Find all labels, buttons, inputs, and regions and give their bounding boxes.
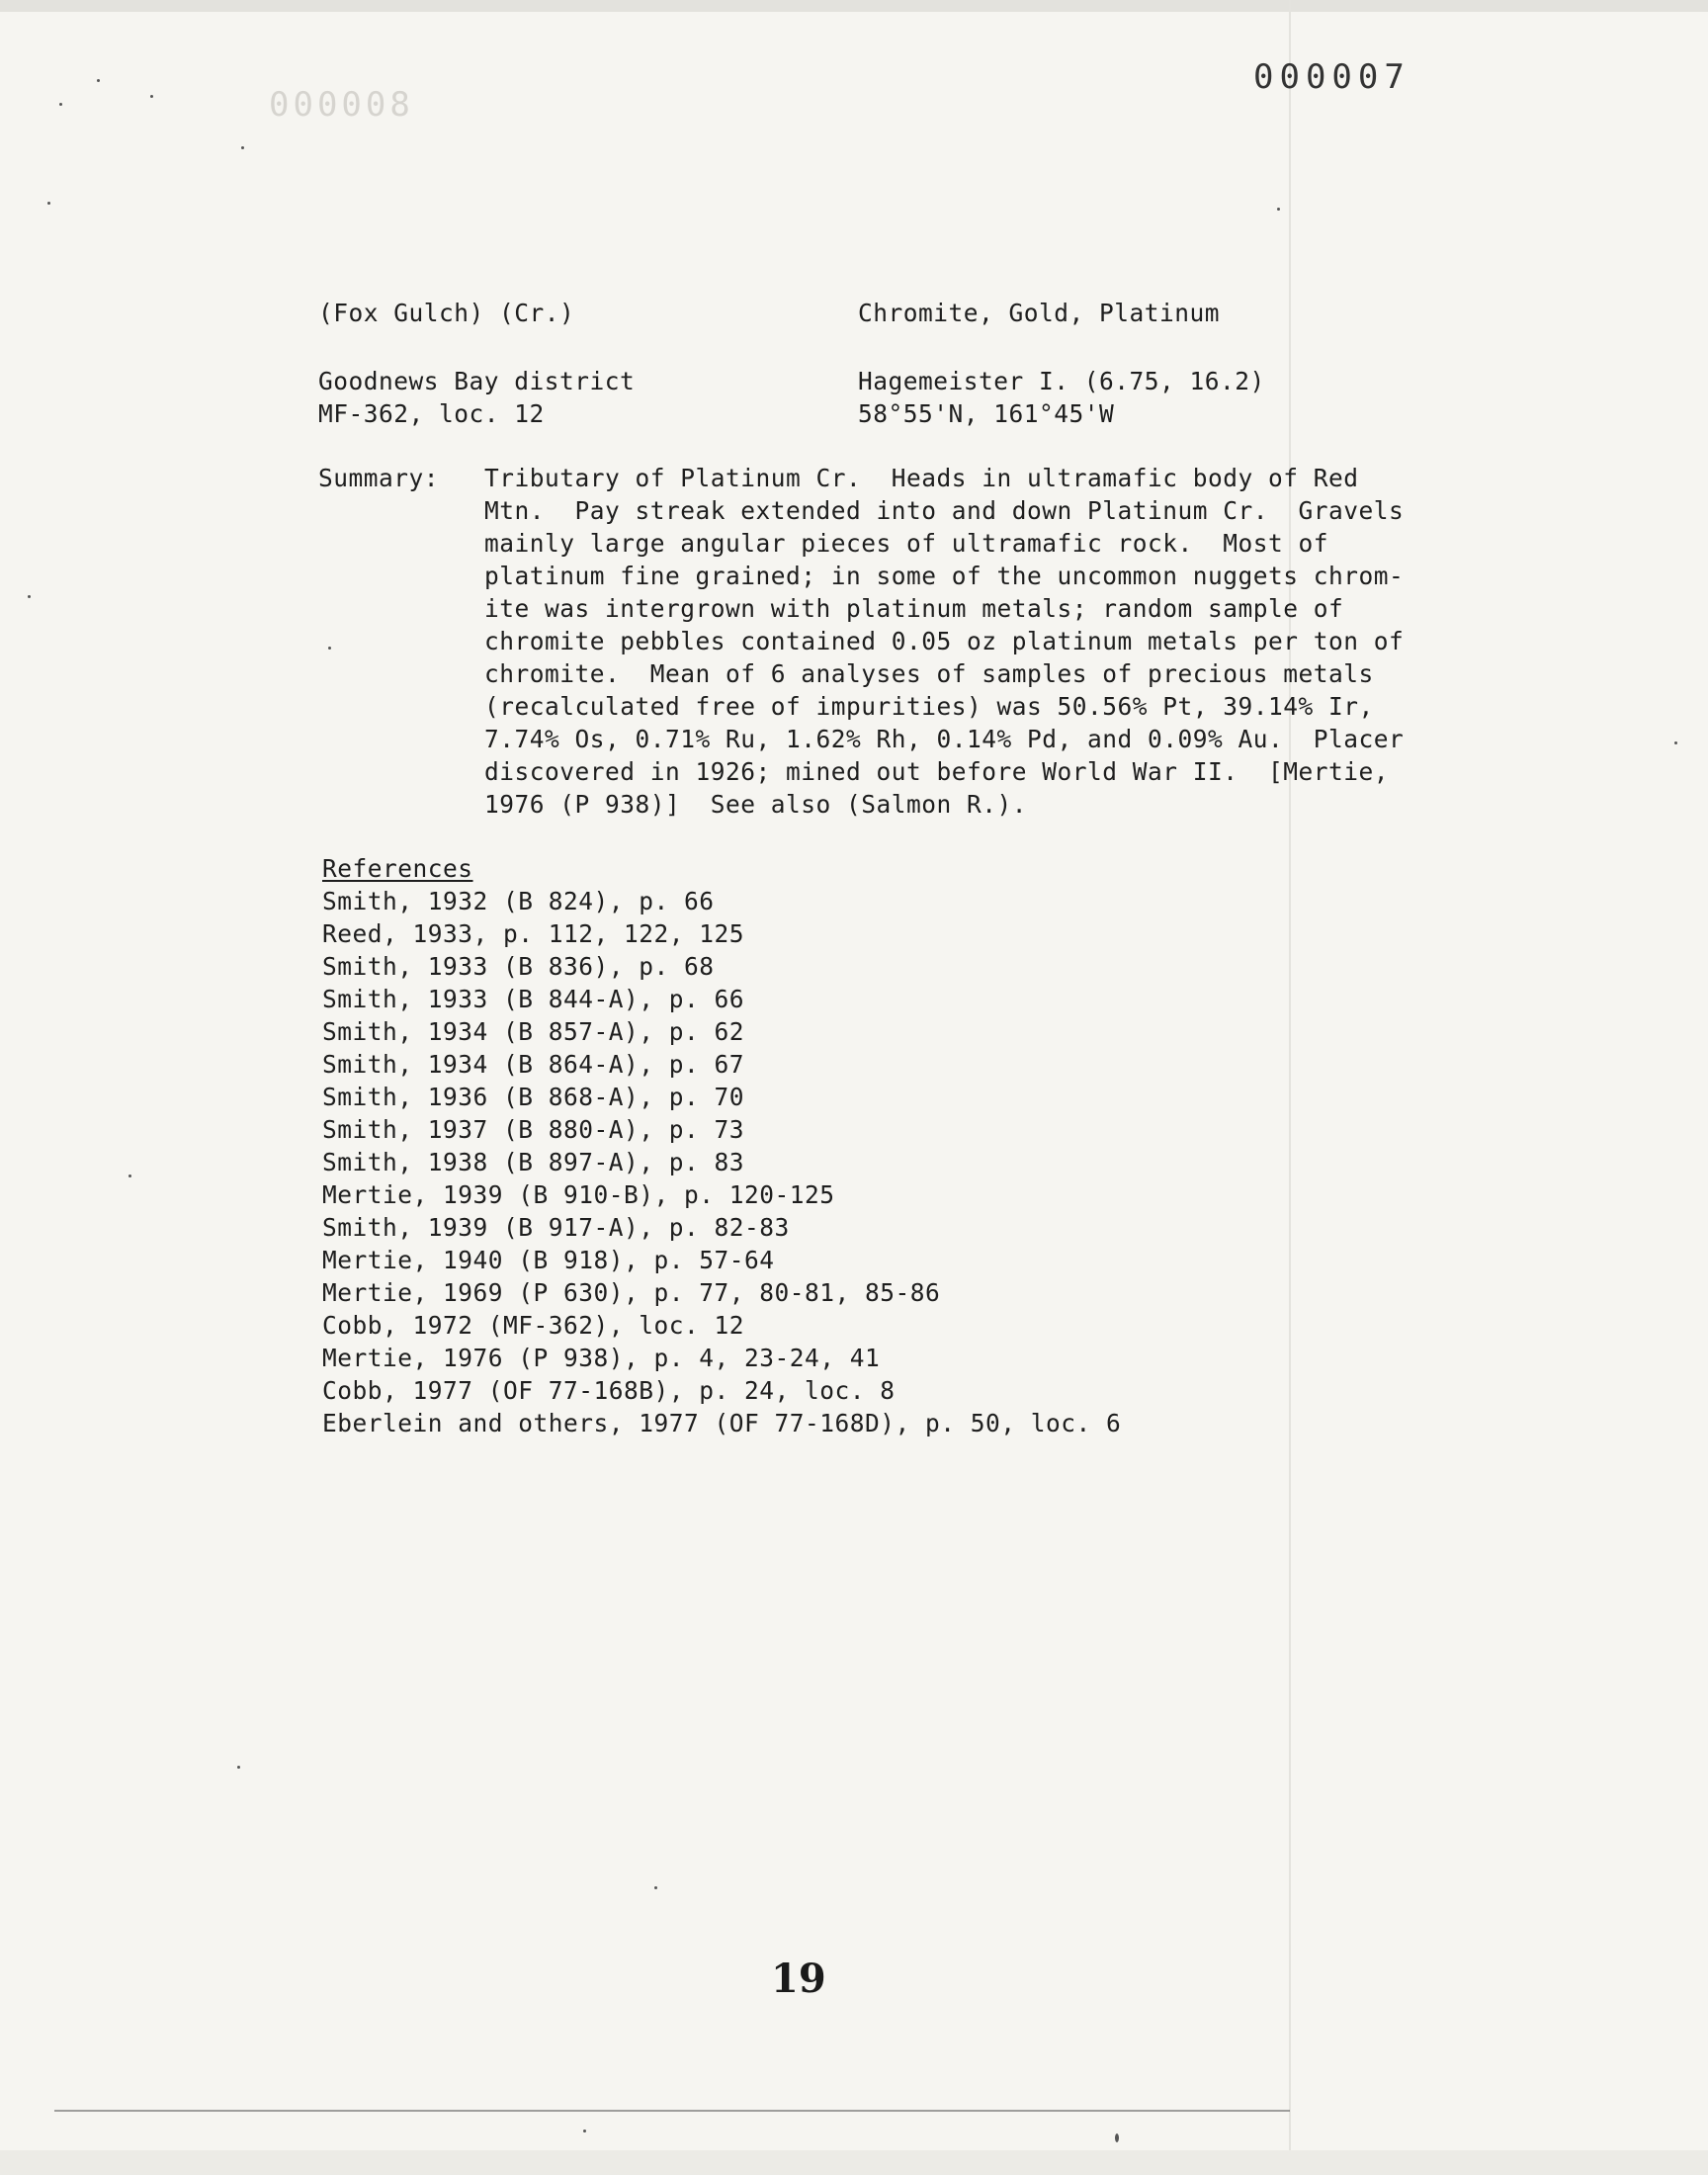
summary-line: mainly large angular pieces of ultramafic rock. Most of: [484, 529, 1329, 558]
district: Goodnews Bay district: [318, 367, 636, 395]
reference-item: Mertie, 1969 (P 630), p. 77, 80-81, 85-86: [322, 1278, 941, 1307]
scan-crease: [1289, 0, 1291, 2175]
deposit-name: (Fox Gulch) (Cr.): [318, 299, 575, 327]
document-number: 000007: [1253, 57, 1410, 97]
scan-speck: [1115, 2133, 1119, 2142]
commodities: Chromite, Gold, Platinum: [858, 299, 1221, 327]
summary-line: chromite. Mean of 6 analyses of samples of precious metals: [484, 659, 1374, 688]
scan-speck: [47, 202, 50, 205]
summary-line: discovered in 1926; mined out before World War II. [Mertie,: [484, 757, 1390, 786]
references-heading: References: [322, 854, 473, 883]
reference-item: Smith, 1933 (B 844-A), p. 66: [322, 985, 745, 1013]
reference-item: Smith, 1933 (B 836), p. 68: [322, 952, 715, 981]
summary-line: platinum fine grained; in some of the uncommon nuggets chrom-: [484, 562, 1405, 590]
faint-bleedthrough-number: 000008: [269, 85, 414, 125]
summary-text: [484, 462, 1493, 821]
scan-speck: [28, 595, 31, 598]
reference-item: Mertie, 1940 (B 918), p. 57-64: [322, 1246, 775, 1274]
reference-item: Smith, 1937 (B 880-A), p. 73: [322, 1115, 745, 1144]
scan-edge-bottom: [0, 2150, 1708, 2175]
reference-item: Smith, 1934 (B 857-A), p. 62: [322, 1017, 745, 1046]
summary-label: Summary:: [318, 464, 440, 492]
scan-edge-top: [0, 0, 1708, 12]
map-reference: MF-362, loc. 12: [318, 399, 545, 428]
summary-line: 1976 (P 938)] See also (Salmon R.).: [484, 790, 1028, 819]
scan-speck: [97, 79, 100, 82]
reference-item: Smith, 1932 (B 824), p. 66: [322, 887, 715, 915]
reference-item: Smith, 1938 (B 897-A), p. 83: [322, 1148, 745, 1176]
reference-item: Cobb, 1972 (MF-362), loc. 12: [322, 1311, 745, 1340]
reference-item: Cobb, 1977 (OF 77-168B), p. 24, loc. 8: [322, 1376, 896, 1405]
coordinates: 58°55'N, 161°45'W: [858, 399, 1115, 428]
summary-line: chromite pebbles contained 0.05 oz platinum metals per ton of: [484, 627, 1405, 655]
summary-line: Tributary of Platinum Cr. Heads in ultramafic body of Red: [484, 464, 1359, 492]
summary-line: (recalculated free of impurities) was 50.56% Pt, 39.14% Ir,: [484, 692, 1374, 721]
reference-item: Eberlein and others, 1977 (OF 77-168D), p. 50, loc. 6: [322, 1409, 1122, 1437]
reference-item: Smith, 1936 (B 868-A), p. 70: [322, 1083, 745, 1111]
references-section: [322, 852, 1121, 1439]
scan-speck: [150, 95, 153, 98]
reference-item: Mertie, 1939 (B 910-B), p. 120-125: [322, 1180, 835, 1209]
scan-speck: [328, 647, 331, 650]
scan-speck: [583, 2130, 586, 2132]
reference-item: Reed, 1933, p. 112, 122, 125: [322, 919, 745, 948]
reference-item: Smith, 1934 (B 864-A), p. 67: [322, 1050, 745, 1079]
quadrangle: Hagemeister I. (6.75, 16.2): [858, 367, 1265, 395]
page-number: 19: [771, 1956, 826, 2002]
scan-speck: [654, 1886, 657, 1889]
scan-speck: [59, 103, 62, 106]
summary-line: ite was intergrown with platinum metals; random sample of: [484, 594, 1344, 623]
reference-item: Mertie, 1976 (P 938), p. 4, 23-24, 41: [322, 1344, 881, 1372]
scan-speck: [1277, 208, 1280, 211]
scan-speck: [241, 146, 244, 149]
scan-speck: [237, 1766, 240, 1769]
bottom-rule: [54, 2110, 1290, 2112]
reference-item: Smith, 1939 (B 917-A), p. 82-83: [322, 1213, 790, 1242]
scan-speck: [128, 1174, 131, 1177]
summary-line: Mtn. Pay streak extended into and down Platinum Cr. Gravels: [484, 496, 1405, 525]
scan-speck: [1674, 741, 1677, 744]
summary-line: 7.74% Os, 0.71% Ru, 1.62% Rh, 0.14% Pd, and 0.09% Au. Placer: [484, 725, 1405, 753]
